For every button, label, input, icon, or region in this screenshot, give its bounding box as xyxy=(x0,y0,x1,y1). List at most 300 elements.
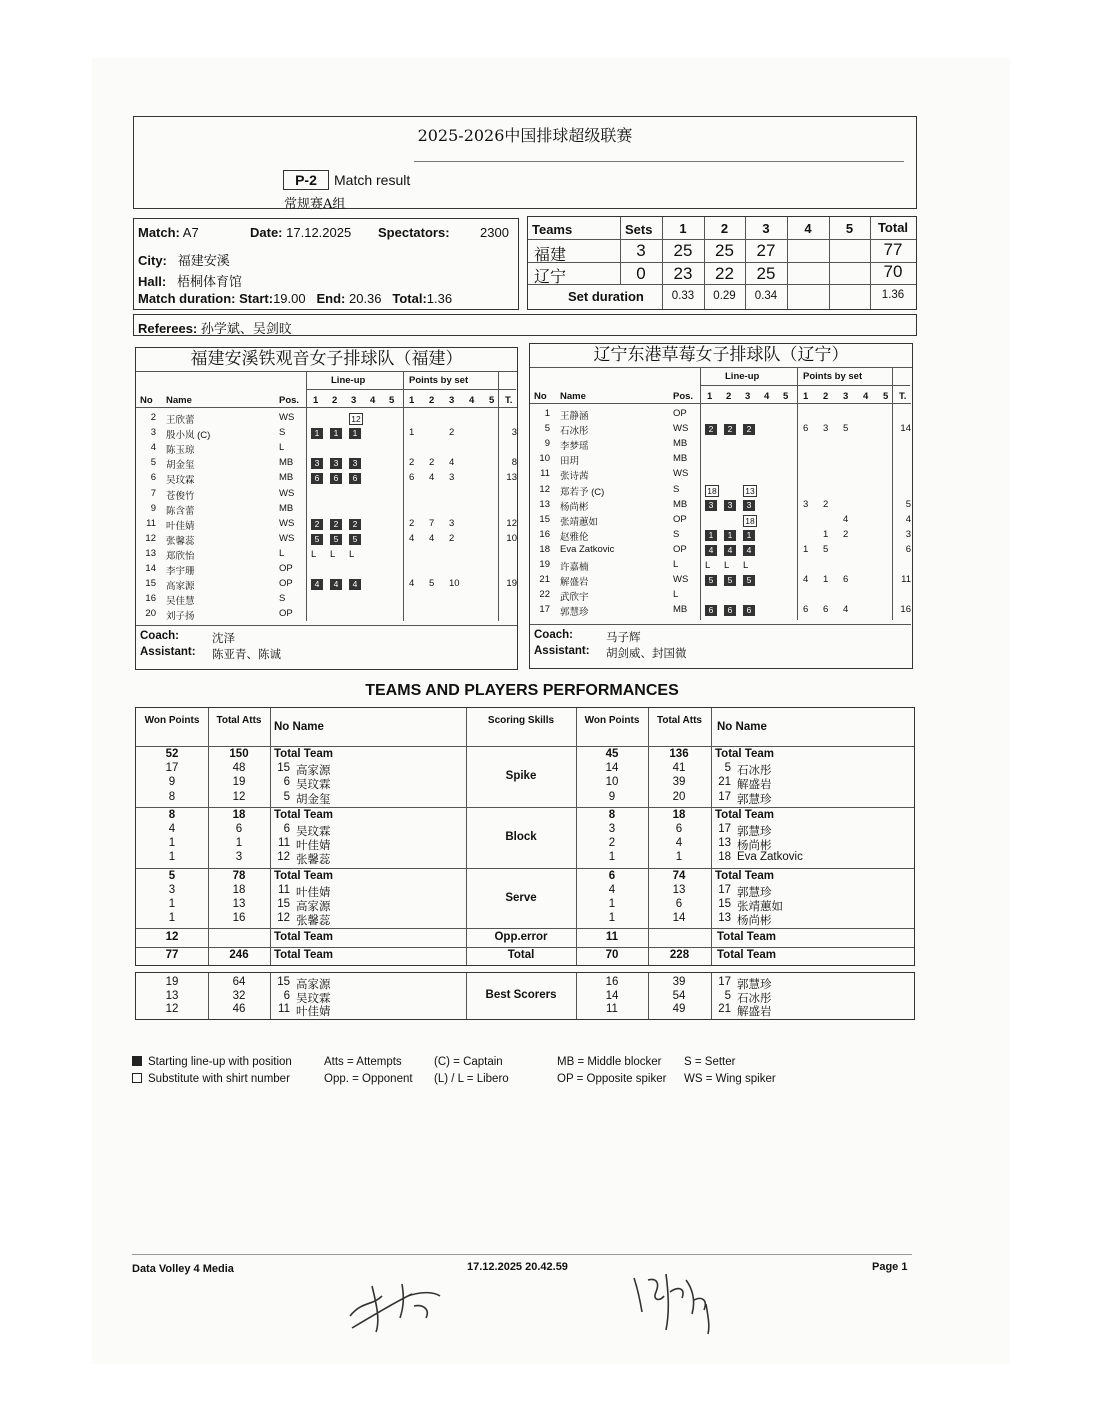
points-set-2: 3 xyxy=(823,423,829,435)
home-roster xyxy=(135,347,518,670)
lineup-set-3: 18 xyxy=(743,515,757,527)
coach-name: 马子辉 xyxy=(606,632,641,644)
points-label: Points by set xyxy=(803,371,863,382)
legend-s: S = Setter xyxy=(684,1056,736,1068)
away-set1: 23 xyxy=(673,264,693,283)
perf-won-header-right: Won Points xyxy=(584,715,640,726)
player-number: 14 xyxy=(145,563,156,574)
player-no: 6 xyxy=(283,823,290,835)
best-won: 12 xyxy=(165,1003,179,1015)
name-header: Name xyxy=(560,391,586,402)
total-header: Total xyxy=(877,220,909,235)
player-or-team: 胡金玺 xyxy=(296,793,331,806)
lineup-col-1: 1 xyxy=(707,391,713,402)
won-points: 1 xyxy=(608,898,616,910)
legend-captain: (C) = Captain xyxy=(434,1056,503,1068)
player-number: 4 xyxy=(150,442,156,454)
total-atts: 136 xyxy=(669,748,689,760)
points-set-1: 4 xyxy=(409,532,415,544)
points-col-1: 1 xyxy=(409,395,415,406)
best-atts: 64 xyxy=(232,976,246,988)
player-no: 13 xyxy=(718,912,731,925)
player-or-team: 张靖蕙如 xyxy=(737,901,783,913)
lineup-label: Line-up xyxy=(331,375,366,386)
won-points: 1 xyxy=(168,851,176,864)
perf-atts-header-left: Total Atts xyxy=(216,715,262,726)
points-set-2: 2 xyxy=(823,498,829,510)
player-position: MB xyxy=(279,502,294,514)
player-no: 17 xyxy=(718,883,731,896)
lineup-set-1: 2 xyxy=(705,424,717,435)
points-set-2: 4 xyxy=(429,472,435,484)
player-total: 6 xyxy=(905,543,911,555)
set1-header: 1 xyxy=(679,221,687,236)
player-number: 7 xyxy=(150,487,156,499)
best-name: 吴玟霖 xyxy=(296,992,331,1005)
match-date: 17.12.2025 xyxy=(286,225,352,240)
best-scorers-table xyxy=(135,972,915,1020)
lineup-set-2: 1 xyxy=(330,428,342,439)
away-team-title: 辽宁东港草莓女子排球队（辽宁） xyxy=(530,344,912,368)
player-name: 张诗茜 xyxy=(560,471,589,483)
set4-header: 4 xyxy=(804,221,812,236)
total-atts: 16 xyxy=(232,912,246,925)
player-total: 16 xyxy=(900,604,911,616)
assistant-label: Assistant: xyxy=(534,645,590,657)
perf-header-line xyxy=(136,746,914,747)
player-no: 15 xyxy=(277,762,290,775)
footer-date: 17.12.2025 20.42.59 xyxy=(467,1261,568,1273)
skill-label: Spike xyxy=(505,770,537,782)
player-or-team: 郭慧珍 xyxy=(737,826,772,838)
total-atts: 3 xyxy=(235,851,243,864)
lineup-set-3: 4 xyxy=(349,579,361,590)
set3-header: 3 xyxy=(762,221,770,236)
lineup-set-1: L xyxy=(311,548,317,560)
player-or-team: 张馨蕊 xyxy=(296,854,331,867)
player-total: 8 xyxy=(511,457,517,469)
roster-col-line xyxy=(306,372,307,621)
pos-header: Pos. xyxy=(673,391,694,402)
player-name: 郑欣怡 xyxy=(166,550,195,562)
best-no: 17 xyxy=(718,976,731,988)
total-atts: 19 xyxy=(232,776,246,789)
lineup-col-5: 5 xyxy=(783,391,789,402)
total-col-header: T. xyxy=(505,395,513,406)
lineup-label: Line-up xyxy=(725,371,760,382)
player-position: OP xyxy=(673,513,687,525)
footer-left: Data Volley 4 Media xyxy=(132,1263,234,1275)
points-set-2: 5 xyxy=(429,578,435,590)
opp-error-away: 11 xyxy=(605,931,619,944)
won-points: 2 xyxy=(608,837,616,850)
player-position: OP xyxy=(279,563,293,574)
player-position: S xyxy=(673,483,680,495)
won-points: 14 xyxy=(605,762,619,775)
best-won: 19 xyxy=(165,976,179,988)
player-or-team: Total Team xyxy=(715,748,774,760)
player-name: 胡金玺 xyxy=(166,460,195,472)
away-set2: 22 xyxy=(715,264,734,283)
player-or-team: 高家源 xyxy=(296,901,331,913)
points-set-3: 4 xyxy=(843,604,849,616)
player-or-team: 吴玟霖 xyxy=(296,826,331,838)
total-away-won: 70 xyxy=(605,949,619,962)
lineup-divider xyxy=(700,385,910,386)
player-total: 4 xyxy=(905,513,911,525)
footer-page: Page 1 xyxy=(872,1261,908,1273)
player-number: 19 xyxy=(539,559,550,570)
skill-label: Serve xyxy=(505,891,537,904)
player-position: MB xyxy=(673,453,688,465)
player-number: 10 xyxy=(539,453,550,465)
lineup-set-3: 5 xyxy=(743,575,755,586)
legend-ws: WS = Wing spiker xyxy=(684,1073,776,1085)
points-set-3: 3 xyxy=(449,517,455,529)
points-set-1: 6 xyxy=(803,423,809,435)
won-points: 9 xyxy=(168,776,176,789)
player-total: 3 xyxy=(511,427,517,439)
lineup-set-2: 2 xyxy=(330,519,342,530)
player-name: 赵雅伦 xyxy=(560,531,589,543)
total-value: 1.36 xyxy=(426,291,453,306)
legend-col5 xyxy=(684,1054,776,1088)
no-header: No xyxy=(140,395,153,406)
best-name: 高家源 xyxy=(296,979,331,991)
player-number: 11 xyxy=(146,517,156,529)
lineup-set-2: 6 xyxy=(724,605,736,616)
lineup-set-1: 6 xyxy=(705,605,717,616)
name-header: Name xyxy=(166,395,192,406)
lineup-set-3: 6 xyxy=(743,605,755,616)
perf-title: TEAMS AND PLAYERS PERFORMANCES xyxy=(365,682,679,699)
perf-row-line xyxy=(136,807,914,808)
best-name: 石冰彤 xyxy=(737,992,772,1005)
lineup-col-3: 3 xyxy=(745,391,751,402)
lineup-set-3: L xyxy=(743,560,749,571)
player-position: MB xyxy=(279,472,294,484)
pos-header: Pos. xyxy=(279,395,300,406)
player-or-team: 叶佳婧 xyxy=(296,886,331,899)
no-header: No xyxy=(534,391,547,402)
total-atts: 48 xyxy=(232,762,246,775)
home-team-name: 福建 xyxy=(534,245,567,264)
lineup-set-1: 6 xyxy=(311,473,323,484)
player-position: WS xyxy=(673,468,689,480)
player-name: 石冰彤 xyxy=(560,426,589,438)
perf-skills-header: Scoring Skills xyxy=(487,715,555,726)
player-total: 5 xyxy=(905,498,911,510)
player-number: 20 xyxy=(145,608,156,620)
points-set-2: 4 xyxy=(429,532,435,544)
spectators-value: 2300 xyxy=(480,225,509,240)
best-atts: 54 xyxy=(672,989,686,1002)
points-set-1: 4 xyxy=(803,574,809,586)
player-total: 12 xyxy=(506,517,517,529)
legend-col3 xyxy=(434,1054,509,1088)
lineup-set-3: 2 xyxy=(349,519,361,530)
player-number: 11 xyxy=(540,468,550,480)
lineup-set-3: 5 xyxy=(349,534,361,545)
legend-col1 xyxy=(132,1054,292,1088)
score-sheet xyxy=(92,58,1010,1364)
total-atts: 13 xyxy=(672,883,686,896)
total-col-header: T. xyxy=(899,391,907,402)
total-atts: 41 xyxy=(672,762,686,775)
player-no: 17 xyxy=(718,823,731,835)
player-position: MB xyxy=(673,438,688,450)
player-no: 11 xyxy=(278,837,290,850)
player-name: 吴玟霖 xyxy=(166,475,195,487)
player-no: 5 xyxy=(283,790,290,803)
perf-noname-header-right: No Name xyxy=(717,721,767,733)
perf-atts-header-right: Total Atts xyxy=(657,715,702,726)
points-col-2: 2 xyxy=(823,391,829,402)
lineup-col-4: 4 xyxy=(764,391,770,402)
lineup-set-3: 3 xyxy=(349,458,361,469)
player-name: 高家源 xyxy=(166,581,195,593)
lineup-set-3: 4 xyxy=(743,545,755,556)
won-points: 8 xyxy=(168,808,176,821)
won-points: 1 xyxy=(168,898,176,910)
total-atts: 14 xyxy=(672,912,686,925)
lineup-col-5: 5 xyxy=(389,395,395,406)
player-name: 吴佳慧 xyxy=(166,596,195,608)
lineup-set-3: 1 xyxy=(349,428,361,439)
won-points: 1 xyxy=(168,912,176,925)
player-no: 21 xyxy=(718,776,731,789)
best-col-line xyxy=(270,973,271,1019)
best-won: 11 xyxy=(606,1003,618,1015)
player-name: 许嘉楠 xyxy=(560,562,589,573)
player-position: L xyxy=(279,442,285,454)
player-or-team: 张馨蕊 xyxy=(296,915,331,928)
lineup-set-3: 13 xyxy=(743,485,757,497)
lineup-set-2: L xyxy=(724,560,730,571)
group-label: 常规赛A组 xyxy=(284,197,346,212)
player-name: 张靖蕙如 xyxy=(560,516,599,528)
player-or-team: 解盛岩 xyxy=(737,779,772,792)
opp-error-away-label: Total Team xyxy=(717,931,776,944)
player-position: S xyxy=(279,427,286,439)
points-set-3: 3 xyxy=(449,472,455,484)
player-total: 19 xyxy=(506,578,517,590)
total-atts: 39 xyxy=(672,776,686,789)
player-no: 15 xyxy=(277,898,290,910)
legend-libero: (L) / L = Libero xyxy=(434,1073,509,1085)
points-set-1: 1 xyxy=(803,543,809,555)
legend-col4 xyxy=(557,1054,666,1088)
player-number: 21 xyxy=(539,574,550,586)
player-no: 17 xyxy=(718,790,731,803)
duration-label: Match duration: xyxy=(138,291,236,306)
lineup-set-3: L xyxy=(349,548,355,560)
legend-mb: MB = Middle blocker xyxy=(557,1056,662,1068)
away-team-name: 辽宁 xyxy=(534,267,567,286)
best-name: 叶佳婧 xyxy=(296,1006,331,1018)
player-position: WS xyxy=(279,487,295,499)
set2-duration: 0.29 xyxy=(713,290,736,302)
total-home-won: 77 xyxy=(165,949,179,962)
won-points: 4 xyxy=(168,823,176,835)
performance-table xyxy=(135,707,915,966)
assistant-names: 胡剑威、封国微 xyxy=(606,648,687,660)
lineup-set-1: 4 xyxy=(311,579,323,590)
total-atts: 4 xyxy=(675,837,683,850)
player-total: 10 xyxy=(506,532,517,544)
set3-duration: 0.34 xyxy=(754,290,778,302)
player-or-team: 郭慧珍 xyxy=(737,886,772,899)
player-number: 9 xyxy=(544,438,550,450)
lineup-set-3: 1 xyxy=(743,530,755,541)
set5-header: 5 xyxy=(845,221,854,236)
perf-won-header-left: Won Points xyxy=(144,715,200,726)
lineup-set-1: 1 xyxy=(311,428,323,439)
player-no: 11 xyxy=(278,883,290,896)
won-points: 17 xyxy=(165,762,179,775)
player-name: 李梦瑶 xyxy=(560,441,589,453)
won-points: 5 xyxy=(168,869,176,882)
player-number: 5 xyxy=(544,423,550,435)
won-points: 9 xyxy=(608,790,616,803)
lineup-set-3: 2 xyxy=(743,424,755,435)
total-atts: 18 xyxy=(672,808,686,821)
player-position: L xyxy=(673,559,679,570)
perf-total-line xyxy=(136,947,914,948)
player-or-team: Total Team xyxy=(274,869,333,882)
player-number: 16 xyxy=(145,593,156,605)
city-label: City: xyxy=(138,253,167,268)
total-label: Total xyxy=(507,949,535,962)
match-label: Match: xyxy=(138,225,180,240)
signature-left xyxy=(342,1266,452,1336)
player-total: 3 xyxy=(905,528,911,540)
player-or-team: 杨尚彬 xyxy=(737,915,772,928)
player-position: S xyxy=(279,593,286,605)
lineup-set-2: 5 xyxy=(330,534,342,545)
best-atts: 32 xyxy=(232,989,246,1002)
lineup-set-2: 3 xyxy=(724,500,736,511)
points-col-4: 4 xyxy=(469,395,475,406)
teams-header: Teams xyxy=(532,222,573,237)
points-set-1: 4 xyxy=(409,578,415,590)
points-set-1: 1 xyxy=(409,427,415,439)
player-number: 3 xyxy=(150,427,156,439)
lineup-col-1: 1 xyxy=(313,395,319,406)
points-set-2: 5 xyxy=(823,543,829,555)
end-label: End: xyxy=(316,291,346,306)
start-label: Start: xyxy=(239,291,274,306)
lineup-set-3: 12 xyxy=(349,413,363,425)
player-number: 18 xyxy=(539,543,550,555)
player-name: 杨尚彬 xyxy=(560,501,589,513)
points-set-2: 7 xyxy=(429,517,435,529)
coach-name: 沈泽 xyxy=(212,633,235,645)
player-name: 王欣蕾 xyxy=(166,415,195,426)
lineup-set-1: 3 xyxy=(311,458,323,469)
player-position: L xyxy=(673,589,679,601)
score-table xyxy=(527,216,917,310)
player-number: 17 xyxy=(539,604,550,616)
points-set-3: 10 xyxy=(449,578,460,590)
assistant-names: 陈亚青、陈诚 xyxy=(212,649,281,661)
total-home-label: Total Team xyxy=(274,949,333,962)
player-position: WS xyxy=(279,532,295,544)
player-number: 5 xyxy=(150,457,156,469)
lineup-set-2: 1 xyxy=(724,530,736,541)
start-value: 19.00 xyxy=(273,291,306,306)
player-name: 张馨蕊 xyxy=(166,535,195,547)
sets-header: Sets xyxy=(625,222,653,237)
won-points: 8 xyxy=(608,808,616,821)
match-info xyxy=(133,218,519,310)
player-name: 武欣宇 xyxy=(560,592,589,604)
player-position: OP xyxy=(673,543,687,555)
player-or-team: 石冰彤 xyxy=(737,765,772,778)
best-won: 14 xyxy=(605,989,619,1002)
player-position: WS xyxy=(673,574,689,586)
referees-box xyxy=(133,314,917,336)
points-set-3: 2 xyxy=(449,427,455,439)
home-total: 77 xyxy=(883,240,903,259)
player-position: OP xyxy=(279,578,293,590)
won-points: 4 xyxy=(608,883,616,896)
lineup-col-3: 3 xyxy=(351,395,357,406)
player-position: MB xyxy=(673,604,688,616)
player-name: 殷小岚 (C) xyxy=(166,430,211,442)
legend-col2 xyxy=(324,1054,413,1088)
points-col-4: 4 xyxy=(863,391,869,402)
points-set-3: 4 xyxy=(449,457,455,469)
best-no: 6 xyxy=(283,989,290,1002)
lineup-set-1: 1 xyxy=(705,530,717,541)
league-title: 2025-2026中国排球超级联赛 xyxy=(417,126,633,145)
points-col-5: 5 xyxy=(883,391,889,402)
player-position: L xyxy=(279,547,285,559)
player-number: 12 xyxy=(539,483,550,495)
spectators-label: Spectators: xyxy=(378,225,450,240)
points-set-2: 2 xyxy=(429,457,435,469)
player-or-team: Eva Zatkovic xyxy=(737,851,803,864)
date-label: Date: xyxy=(250,225,283,240)
lineup-col-2: 2 xyxy=(332,395,338,406)
points-set-2: 1 xyxy=(823,528,829,540)
player-or-team: 叶佳婧 xyxy=(296,840,331,853)
lineup-set-1: L xyxy=(705,560,711,571)
won-points: 8 xyxy=(168,790,176,803)
roster-col-line xyxy=(700,368,701,620)
lineup-divider xyxy=(306,389,516,390)
best-atts: 49 xyxy=(672,1003,686,1015)
player-total: 13 xyxy=(506,472,517,484)
lineup-set-3: 6 xyxy=(349,473,361,484)
player-name: 陈含蕾 xyxy=(166,505,195,517)
lineup-set-2: 4 xyxy=(330,579,342,590)
points-set-3: 4 xyxy=(843,513,849,525)
player-name: 郑若予 (C) xyxy=(560,486,605,498)
points-col-5: 5 xyxy=(489,395,495,406)
legend-atts: Atts = Attempts xyxy=(324,1056,402,1068)
filled-square-icon xyxy=(132,1056,142,1066)
player-no: 18 xyxy=(718,851,731,864)
player-total: 11 xyxy=(901,574,911,586)
player-number: 1 xyxy=(544,408,550,419)
total-atts: 12 xyxy=(232,790,246,803)
player-or-team: Total Team xyxy=(274,748,333,760)
best-no: 11 xyxy=(278,1003,290,1015)
coach-label: Coach: xyxy=(140,630,179,642)
total-away-label: Total Team xyxy=(717,949,776,962)
